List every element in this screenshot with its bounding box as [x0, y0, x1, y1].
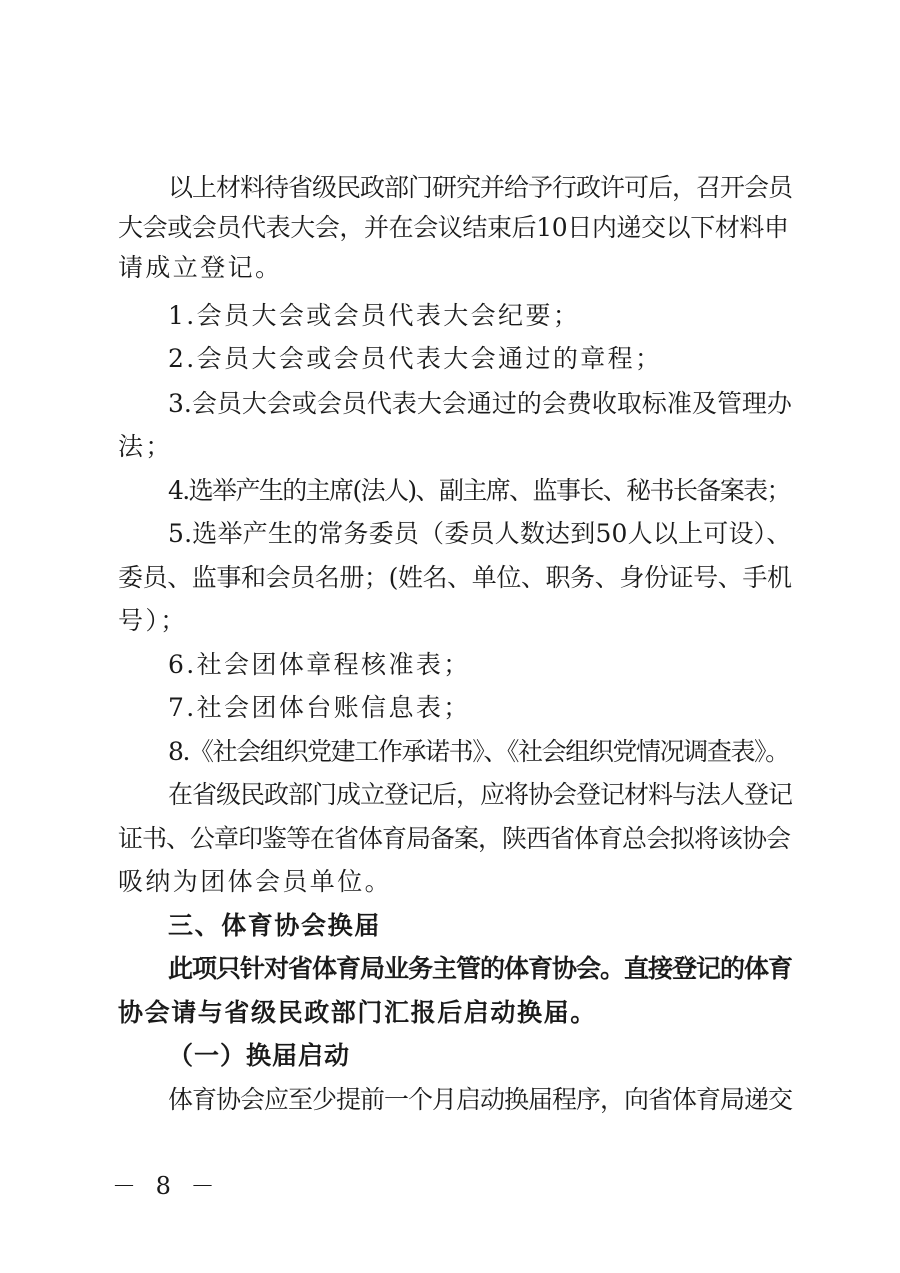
- page-number: － 8 －: [112, 1172, 221, 1200]
- list-item-continuation: 号）；: [118, 606, 188, 635]
- list-item: 5.选举产生的常务委员（委员人数达到50人以上可设）、: [168, 519, 792, 548]
- list-item: 8.《社会组织党建工作承诺书》、《社会组织党情况调查表》。: [168, 737, 789, 766]
- paragraph-line: 吸纳为团体会员单位。: [118, 867, 393, 896]
- paragraph-line: 证书、公章印鉴等在省体育局备案，陕西省体育总会拟将该协会: [118, 824, 791, 853]
- list-item: 6.社会团体章程核准表；: [168, 650, 471, 679]
- list-item: 1.会员大会或会员代表大会纪要；: [168, 301, 581, 330]
- bold-paragraph-line: 此项只针对省体育局业务主管的体育协会。直接登记的体育: [168, 954, 793, 983]
- list-item: 2.会员大会或会员代表大会通过的章程；: [168, 344, 663, 373]
- paragraph-line: 在省级民政部门成立登记后，应将协会登记材料与法人登记: [168, 780, 793, 809]
- paragraph-line: 请成立登记。: [118, 253, 283, 282]
- list-item-continuation: 法；: [118, 432, 173, 461]
- section-heading: 三、体育协会换届: [168, 911, 381, 940]
- list-item: 4.选举产生的主席(法人)、副主席、监事长、秘书长备案表；: [168, 476, 790, 505]
- paragraph-line: 体育协会应至少提前一个月启动换届程序，向省体育局递交: [168, 1085, 793, 1114]
- paragraph-line: 以上材料待省级民政部门研究并给予行政许可后，召开会员: [168, 173, 793, 202]
- bold-paragraph-line: 协会请与省级民政部门汇报后启动换届。: [118, 998, 597, 1027]
- paragraph-line: 大会或会员代表大会，并在会议结束后10日内递交以下材料申: [118, 213, 789, 242]
- list-item-continuation: 委员、监事和会员名册；(姓名、单位、职务、身份证号、手机: [118, 563, 792, 592]
- list-item: 7.社会团体台账信息表；: [168, 693, 471, 722]
- subsection-heading: （一）换届启动: [168, 1041, 351, 1070]
- list-item: 3.会员大会或会员代表大会通过的会费收取标准及管理办: [168, 389, 792, 418]
